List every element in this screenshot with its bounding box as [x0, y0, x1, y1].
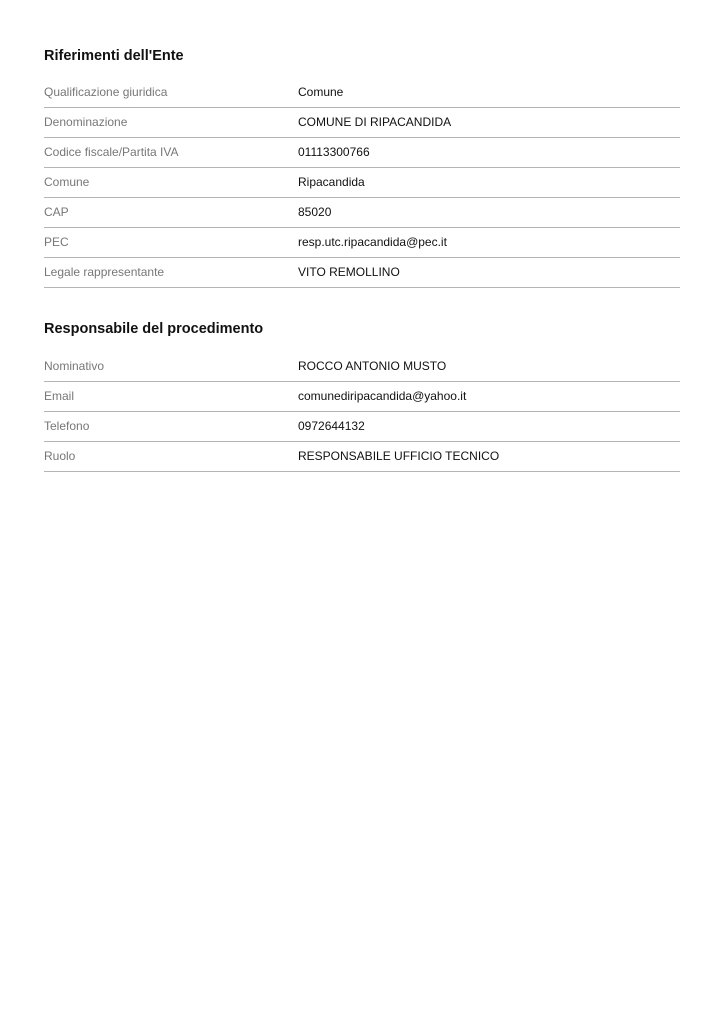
- resp-row-email: [44, 382, 680, 412]
- row-value: COMUNE DI RIPACANDIDA: [298, 115, 452, 129]
- row-value: Ripacandida: [298, 175, 365, 189]
- row-label: Nominativo: [44, 359, 105, 373]
- row-label: Email: [44, 389, 75, 403]
- resp-row-nominativo: [44, 352, 680, 382]
- ente-row-cap: [44, 198, 680, 228]
- row-value: VITO REMOLLINO: [298, 265, 400, 279]
- row-label: Denominazione: [44, 115, 128, 129]
- row-label: Comune: [44, 175, 90, 189]
- row-value: 01113300766: [298, 145, 370, 159]
- row-value: 0972644132: [298, 419, 365, 433]
- row-label: CAP: [44, 205, 69, 219]
- row-label: Telefono: [44, 419, 90, 433]
- row-value: RESPONSABILE UFFICIO TECNICO: [298, 449, 500, 463]
- row-value: Comune: [298, 85, 344, 99]
- ente-row-qualificazione: [44, 78, 680, 108]
- ente-row-legale-rappresentante: [44, 258, 680, 288]
- ente-row-pec: [44, 228, 680, 258]
- resp-row-ruolo: [44, 442, 680, 472]
- row-label: Qualificazione giuridica: [44, 85, 168, 99]
- section-title-responsabile: Responsabile del procedimento: [44, 321, 264, 337]
- ente-row-denominazione: [44, 108, 680, 138]
- ente-table: [44, 78, 680, 288]
- responsabile-table: [44, 352, 680, 472]
- resp-row-telefono: [44, 412, 680, 442]
- row-label: Ruolo: [44, 449, 76, 463]
- row-label: PEC: [44, 235, 69, 249]
- row-value: resp.utc.ripacandida@pec.it: [298, 235, 447, 249]
- row-value: ROCCO ANTONIO MUSTO: [298, 359, 447, 373]
- ente-row-comune: [44, 168, 680, 198]
- section-title-ente: Riferimenti dell'Ente: [44, 48, 184, 64]
- row-value: 85020: [298, 205, 332, 219]
- row-label: Legale rappresentante: [44, 265, 165, 279]
- row-value: comunediripacandida@yahoo.it: [298, 389, 467, 403]
- row-label: Codice fiscale/Partita IVA: [44, 145, 179, 159]
- ente-row-codice-fiscale: [44, 138, 680, 168]
